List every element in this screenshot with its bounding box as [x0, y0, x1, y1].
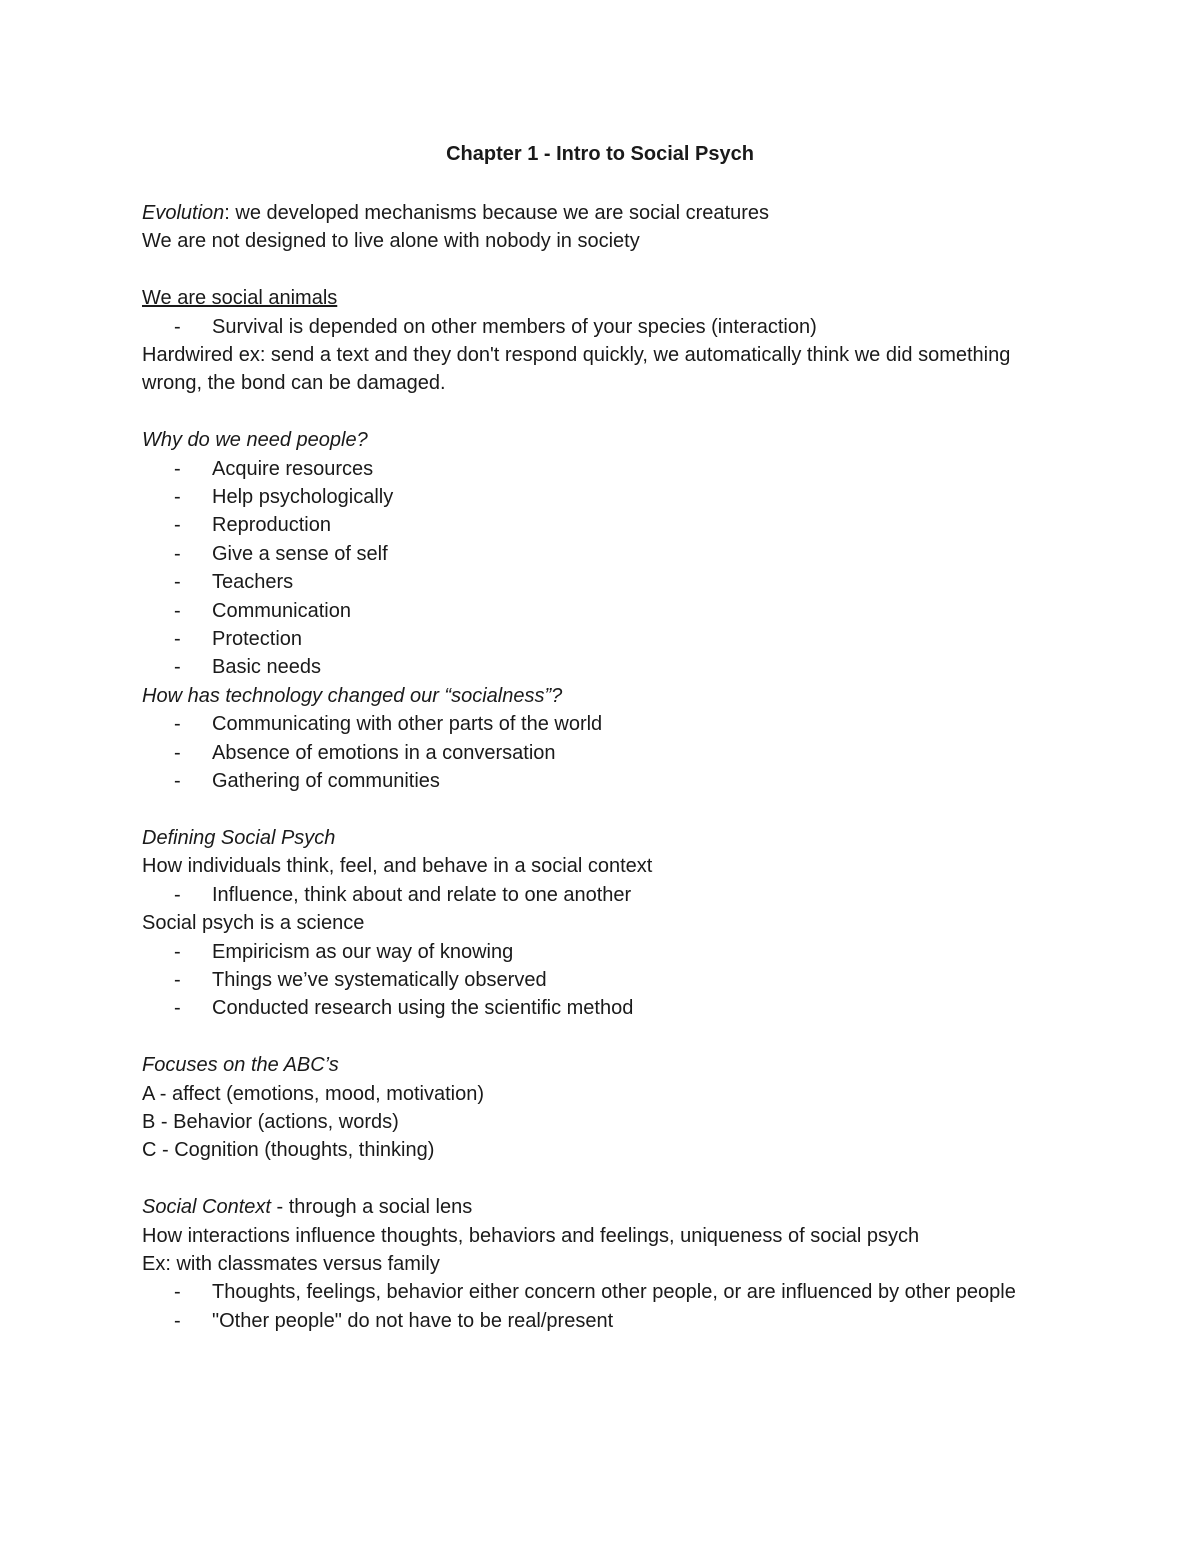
- list-item: - Give a sense of self: [142, 540, 1022, 568]
- bullet-dash: -: [174, 486, 181, 509]
- list-item: - Things we’ve systematically observed: [142, 966, 1022, 994]
- abc-heading: Focuses on the ABC’s: [142, 1054, 339, 1077]
- evolution-term: Evolution: [142, 202, 225, 224]
- bullet-dash: -: [174, 741, 181, 764]
- bullet-dash: -: [174, 713, 181, 736]
- list-item: - Absence of emotions in a conversation: [142, 739, 1022, 767]
- bullet-dash: -: [174, 457, 181, 480]
- defining-line-2: Social psych is a science: [142, 912, 365, 935]
- social-context-line-1: How interactions influence thoughts, behaviors and feelings, uniqueness of social psych: [142, 1224, 920, 1247]
- social-animals-heading: We are social animals: [142, 287, 338, 310]
- bullet-dash: -: [174, 542, 181, 565]
- list-item: - "Other people" do not have to be real/present: [142, 1307, 1022, 1335]
- technology-heading: How has technology changed our “socialness”?: [142, 684, 563, 707]
- list-item: - Influence, think about and relate to one another: [142, 881, 1022, 909]
- bullet-dash: -: [174, 770, 181, 793]
- why-people-heading: Why do we need people?: [142, 429, 368, 452]
- page-title: Chapter 1 - Intro to Social Psych: [446, 143, 754, 165]
- list-item: - Teachers: [142, 568, 1022, 596]
- list-item: - Reproduction: [142, 511, 1022, 539]
- bullet-dash: -: [174, 940, 181, 963]
- defining-heading: Defining Social Psych: [142, 826, 336, 849]
- bullet-dash: -: [174, 514, 181, 537]
- list-item: - Communicating with other parts of the world: [142, 710, 1022, 738]
- list-item: - Conducted research using the scientific method: [142, 994, 1022, 1022]
- evolution-line: [142, 199, 1022, 227]
- list-item: - Communication: [142, 597, 1022, 625]
- spacer: [142, 796, 1022, 824]
- list-item: - Help psychologically: [142, 483, 1022, 511]
- spacer: [142, 1165, 1022, 1193]
- list-item: - Protection: [142, 625, 1022, 653]
- bullet-dash: -: [174, 883, 181, 906]
- list-item: - Empiricism as our way of knowing: [142, 938, 1022, 966]
- abc-line-c: C - Cognition (thoughts, thinking): [142, 1139, 435, 1162]
- list-item: - Basic needs: [142, 653, 1022, 681]
- social-context-term: Social Context: [142, 1196, 271, 1219]
- bullet-dash: -: [174, 571, 181, 594]
- social-context-rest: - through a social lens: [270, 1196, 473, 1219]
- spacer: [142, 256, 1022, 284]
- bullet-dash: -: [174, 1309, 181, 1332]
- spacer: [142, 398, 1022, 426]
- abc-line-a: A - affect (emotions, mood, motivation): [142, 1082, 485, 1105]
- social-context-line: [142, 1193, 1022, 1221]
- spacer: [142, 1023, 1022, 1051]
- list-item: - Gathering of communities: [142, 767, 1022, 795]
- bullet-dash: -: [174, 599, 181, 622]
- social-context-line-2: Ex: with classmates versus family: [142, 1252, 440, 1275]
- defining-line-1: How individuals think, feel, and behave in a social context: [142, 855, 653, 878]
- document-body: [142, 199, 1022, 1335]
- list-item: - Acquire resources: [142, 455, 1022, 483]
- hardwired-note: Hardwired ex: send a text and they don't respond quickly, we automatically think we did something wrong, the bond can be damaged.: [142, 344, 1011, 395]
- bullet-dash: -: [174, 1281, 181, 1304]
- evolution-definition: : we developed mechanisms because we are social creatures: [224, 202, 770, 224]
- bullet-dash: -: [174, 968, 181, 991]
- bullet-dash: -: [174, 656, 181, 679]
- evolution-line-2: We are not designed to live alone with nobody in society: [142, 230, 640, 253]
- bullet-dash: -: [174, 315, 181, 338]
- abc-line-b: B - Behavior (actions, words): [142, 1110, 399, 1133]
- bullet-dash: -: [174, 628, 181, 651]
- list-item: - Thoughts, feelings, behavior either concern other people, or are influenced by other people: [142, 1278, 1022, 1306]
- bullet-dash: -: [174, 997, 181, 1020]
- list-item: - Survival is depended on other members of your species (interaction): [142, 313, 1022, 341]
